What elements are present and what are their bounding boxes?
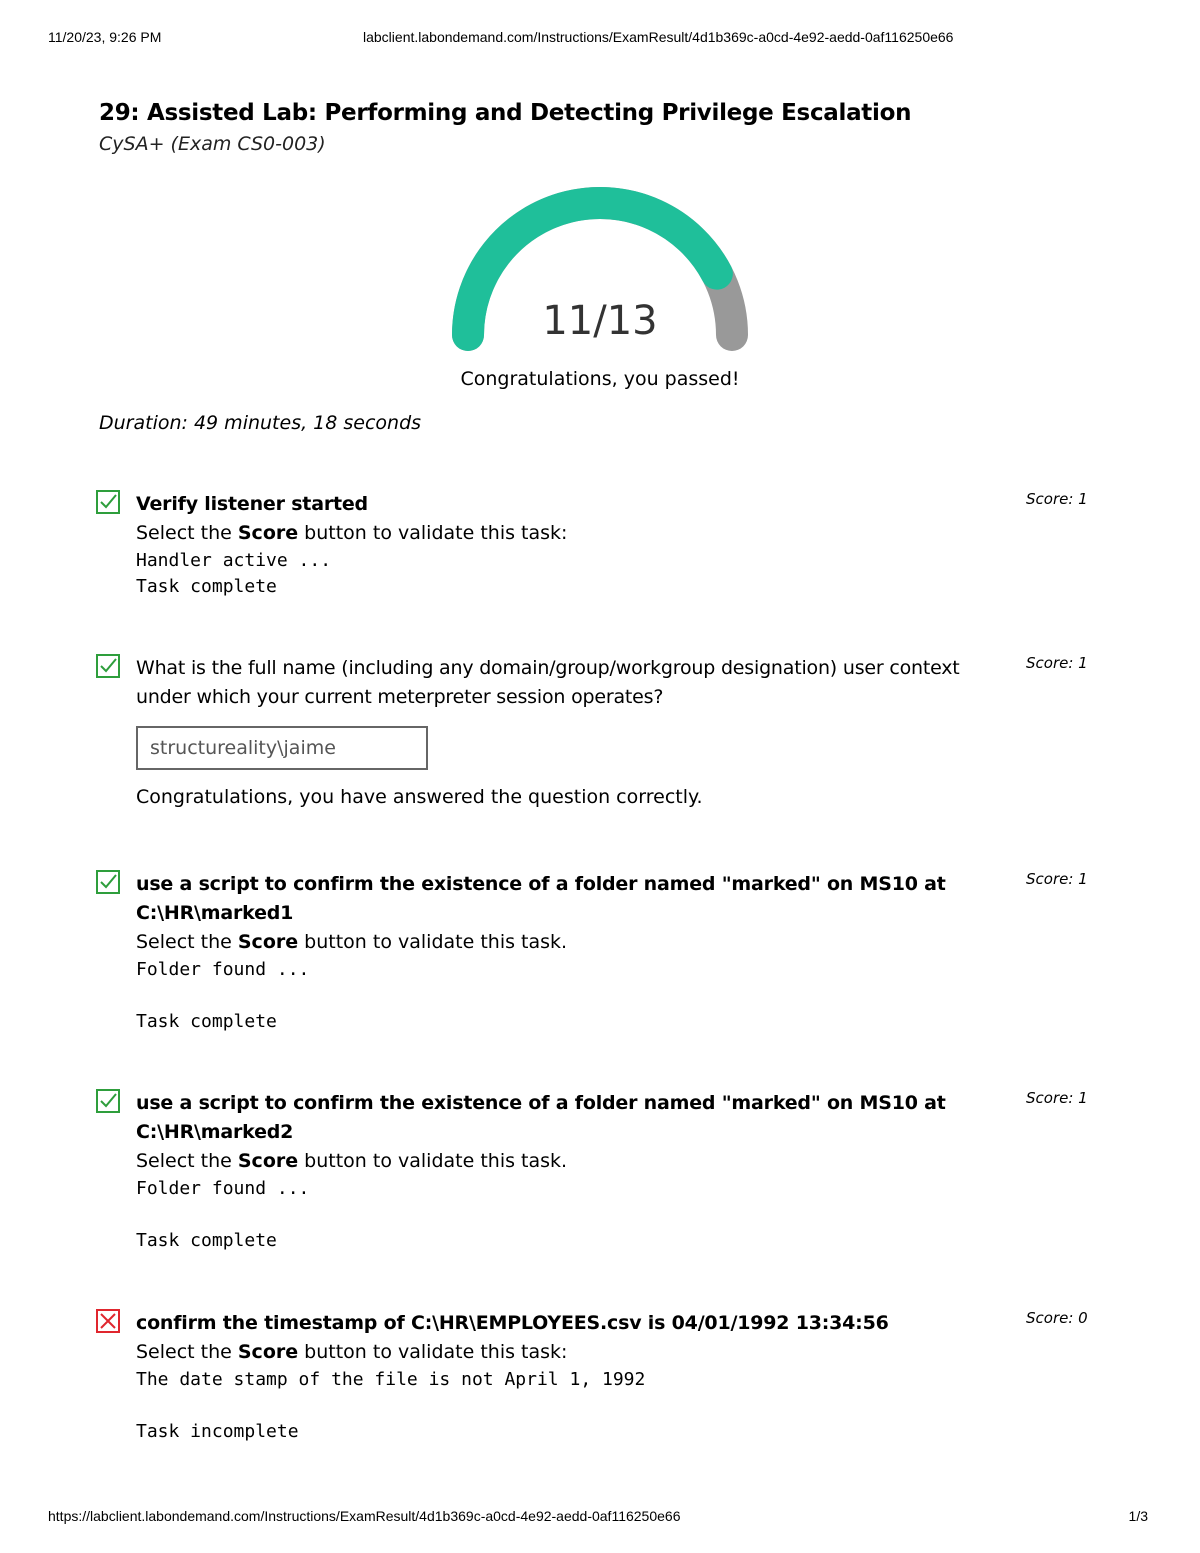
cross-icon <box>96 1309 120 1333</box>
checkmark-icon <box>96 654 120 678</box>
checkmark-icon <box>96 1089 120 1113</box>
task-title: confirm the timestamp of C:\HR\EMPLOYEES.csv is 04/01/1992 13:34:56 <box>136 1312 889 1334</box>
task-question: What is the full name (including any domain/group/workgroup designation) user context under which your current meterpreter session operates? <box>136 657 960 708</box>
task-instruction: Select the Score button to validate this task. <box>136 1150 568 1172</box>
task-score: Score: 1 <box>1026 870 1088 888</box>
task-output-line: Folder found ... <box>136 959 310 980</box>
print-header-url: labclient.labondemand.com/Instructions/ExamResult/4d1b369c-a0cd-4e92-aedd-0af116250e66 <box>363 29 954 45</box>
task-output-line: Task complete <box>136 1011 277 1032</box>
print-footer-url: https://labclient.labondemand.com/Instructions/ExamResult/4d1b369c-a0cd-4e92-aedd-0af116250e66 <box>48 1508 681 1524</box>
task-instruction: Select the Score button to validate this task. <box>136 931 568 953</box>
task-output-line: Folder found ... <box>136 1178 310 1199</box>
task-output-line: The date stamp of the file is not April 1, 1992 <box>136 1369 646 1390</box>
task-instruction: Select the Score button to validate this task: <box>136 522 568 544</box>
task-title: Verify listener started <box>136 493 368 515</box>
task-instruction: Select the Score button to validate this task: <box>136 1341 568 1363</box>
answer-field[interactable]: structureality\jaime <box>136 726 428 770</box>
page-number: 1/3 <box>1128 1508 1148 1524</box>
task-output-line: Task incomplete <box>136 1421 299 1442</box>
task-title: use a script to confirm the existence of a folder named "marked" on MS10 at C:\HR\marked1 <box>136 873 946 924</box>
answer-feedback: Congratulations, you have answered the question correctly. <box>136 786 703 808</box>
duration-text: Duration: 49 minutes, 18 seconds <box>99 412 422 434</box>
task-score: Score: 1 <box>1026 490 1088 508</box>
page-title: 29: Assisted Lab: Performing and Detecting Privilege Escalation <box>99 100 912 126</box>
task-output-line: Handler active ... <box>136 550 332 571</box>
task-output-line <box>136 1393 1006 1419</box>
task-output-line <box>136 983 1006 1009</box>
task-output-line <box>136 1202 1006 1228</box>
checkmark-icon <box>96 870 120 894</box>
task-output-line: Task complete <box>136 576 277 597</box>
task-output-line: Task complete <box>136 1230 277 1251</box>
print-date: 11/20/23, 9:26 PM <box>48 29 162 45</box>
checkmark-icon <box>96 490 120 514</box>
pass-message: Congratulations, you passed! <box>460 368 740 390</box>
task-score: Score: 1 <box>1026 1089 1088 1107</box>
page-subtitle: CySA+ (Exam CS0-003) <box>99 133 326 155</box>
task-score: Score: 0 <box>1026 1309 1088 1327</box>
task-score: Score: 1 <box>1026 654 1088 672</box>
task-title: use a script to confirm the existence of a folder named "marked" on MS10 at C:\HR\marked2 <box>136 1092 946 1143</box>
score-value: 11/13 <box>542 298 658 344</box>
